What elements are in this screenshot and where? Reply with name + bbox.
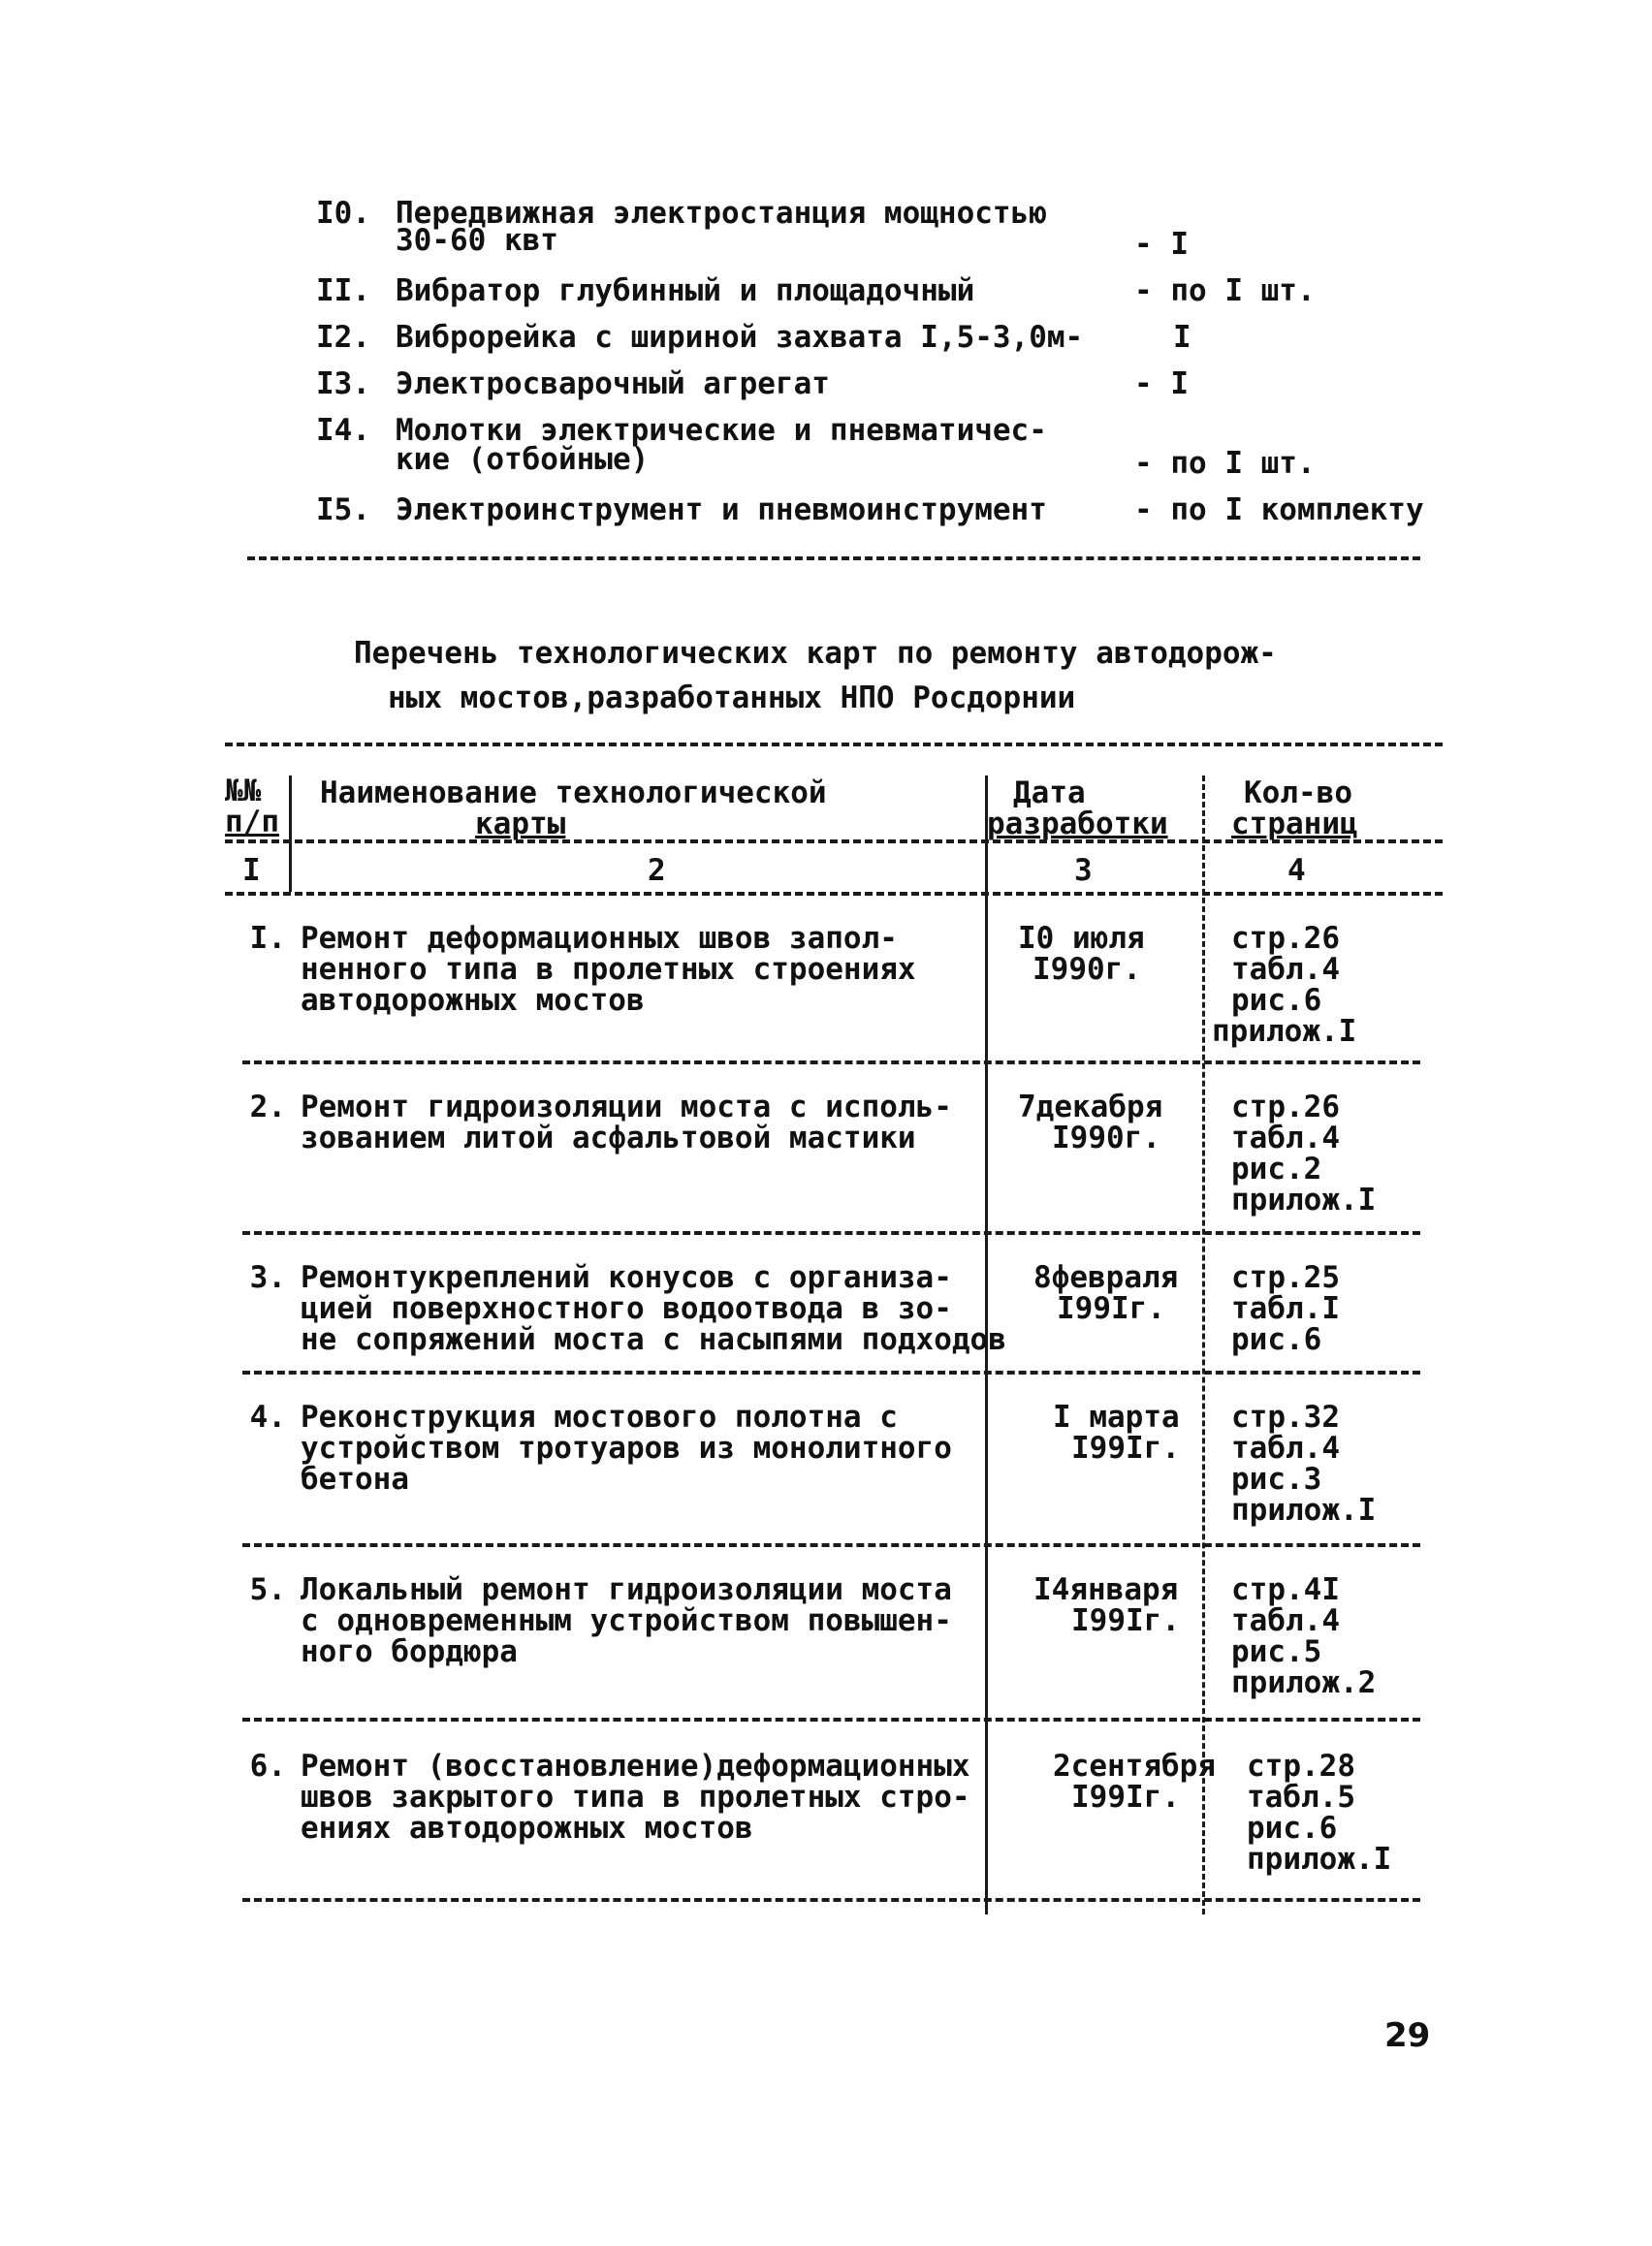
row-number: 5. xyxy=(249,1572,286,1607)
row-pages-line: стр.4I xyxy=(1231,1572,1340,1607)
header-col1: №№ xyxy=(225,774,262,808)
row-pages-line: стр.26 xyxy=(1231,1090,1340,1124)
row-name-line: Ремонт гидроизоляции моста с исполь- xyxy=(301,1090,952,1124)
equipment-name: Вибратор глубинный и площадочный xyxy=(396,273,975,308)
row-name-line: Ремонтукреплений конусов с организа- xyxy=(301,1260,952,1295)
row-pages-line: прилож.2 xyxy=(1231,1665,1377,1700)
equipment-qty: - I xyxy=(1134,227,1189,262)
equipment-qty: I xyxy=(1173,320,1191,355)
equipment-name: Электроинструмент и пневмоинструмент xyxy=(396,492,1047,527)
row-name-line: цией поверхностного водоотвода в зо- xyxy=(301,1291,952,1326)
row-name-line: швов закрытого типа в пролетных стро- xyxy=(301,1780,970,1815)
section-divider xyxy=(247,556,1420,560)
row-date-line: I0 июля xyxy=(1018,921,1145,956)
equipment-qty: - I xyxy=(1134,366,1189,401)
row-pages-line: табл.4 xyxy=(1231,952,1340,987)
colnum-divider xyxy=(225,892,1443,896)
row-name-line: автодорожных мостов xyxy=(301,983,645,1018)
row-name-line: Локальный ремонт гидроизоляции моста xyxy=(301,1572,952,1607)
row-number: I. xyxy=(249,921,286,956)
row-pages-line: табл.4 xyxy=(1231,1603,1340,1638)
row-pages-line: стр.28 xyxy=(1247,1749,1355,1784)
row-pages-line: табл.4 xyxy=(1231,1121,1340,1155)
row-name-line: ненного типа в пролетных строениях xyxy=(301,952,916,987)
row-name-line: устройством тротуаров из монолитного xyxy=(301,1431,952,1466)
row-name-line: бетона xyxy=(301,1462,409,1497)
row-divider xyxy=(242,1231,1420,1235)
row-pages-line: рис.6 xyxy=(1247,1811,1338,1846)
row-name-line: Реконструкция мостового полотна с xyxy=(301,1400,898,1435)
row-pages-line: стр.26 xyxy=(1231,921,1340,956)
header-col1-sub: п/п xyxy=(225,805,279,839)
row-name-line: ного бордюра xyxy=(301,1634,518,1669)
equipment-qty: - по I шт. xyxy=(1134,446,1316,481)
row-pages-line: стр.25 xyxy=(1231,1260,1340,1295)
row-date-line: I99Iг. xyxy=(1057,1291,1165,1326)
header-col4: Кол-во xyxy=(1244,775,1352,810)
row-divider xyxy=(242,1718,1420,1722)
equipment-qty: - по I шт. xyxy=(1134,273,1316,308)
header-col2-sub: карты xyxy=(475,807,566,841)
row-date-line: I марта xyxy=(1053,1400,1180,1435)
row-number: 2. xyxy=(249,1090,286,1124)
col-number: 2 xyxy=(648,853,666,888)
row-name-line: Ремонт (восстановление)деформационных xyxy=(301,1749,970,1784)
equipment-name: Молотки электрические и пневматичес- xyxy=(396,413,1047,448)
row-divider xyxy=(242,1371,1420,1375)
row-pages-line: табл.4 xyxy=(1231,1431,1340,1466)
equipment-name: Виброрейка с шириной захвата I,5-3,0м- xyxy=(396,320,1084,355)
row-pages-line: рис.2 xyxy=(1231,1152,1322,1186)
row-divider xyxy=(242,1543,1420,1547)
equipment-qty: - по I комплекту xyxy=(1134,492,1424,527)
equipment-number: II. xyxy=(316,273,370,308)
table-top-border xyxy=(225,743,1443,746)
row-name-line: ениях автодорожных мостов xyxy=(301,1811,753,1846)
row-pages-line: рис.3 xyxy=(1231,1462,1322,1497)
row-date-line: I99Iг. xyxy=(1071,1780,1180,1815)
equipment-name: Передвижная электростанция мощностью xyxy=(396,196,1047,231)
equipment-name: Электросварочный агрегат xyxy=(396,366,830,401)
header-col4-sub: страниц xyxy=(1231,807,1358,841)
equipment-name-cont: кие (отбойные) xyxy=(396,442,650,477)
row-name-line: не сопряжений моста с насыпями подходов xyxy=(301,1322,1006,1357)
list-heading-line2: ных мостов,разработанных НПО Росдорнии xyxy=(388,680,1076,715)
row-name-line: с одновременным устройством повышен- xyxy=(301,1603,952,1638)
equipment-number: I0. xyxy=(316,196,370,231)
row-number: 4. xyxy=(249,1400,286,1435)
row-number: 6. xyxy=(249,1749,286,1784)
row-date-line: 2сентября xyxy=(1053,1749,1216,1784)
row-date-line: 7декабря xyxy=(1018,1090,1163,1124)
row-date-line: I99Iг. xyxy=(1071,1431,1180,1466)
row-number: 3. xyxy=(249,1260,286,1295)
page-number: 29 xyxy=(1384,2016,1431,2055)
row-pages-line: стр.32 xyxy=(1231,1400,1340,1435)
column-separator xyxy=(1202,775,1205,1914)
equipment-number: I3. xyxy=(316,366,370,401)
row-date-line: I990г. xyxy=(1032,952,1141,987)
row-name-line: Ремонт деформационных швов запол- xyxy=(301,921,898,956)
row-date-line: I990г. xyxy=(1052,1121,1160,1155)
col-number: 3 xyxy=(1074,853,1093,888)
row-pages-line: прилож.I xyxy=(1231,1183,1377,1218)
equipment-number: I4. xyxy=(316,413,370,448)
row-pages-line: рис.6 xyxy=(1231,1322,1322,1357)
row-pages-line: табл.5 xyxy=(1247,1780,1355,1815)
row-divider xyxy=(242,1060,1420,1064)
column-separator xyxy=(289,775,292,892)
row-pages-line: рис.6 xyxy=(1231,983,1322,1018)
row-date-line: I4января xyxy=(1033,1572,1179,1607)
header-divider xyxy=(225,839,1443,843)
col-number: 4 xyxy=(1287,853,1306,888)
row-name-line: зованием литой асфальтовой мастики xyxy=(301,1121,916,1155)
table-bottom-border xyxy=(242,1898,1420,1902)
equipment-number: I2. xyxy=(316,320,370,355)
row-pages-line: прилож.I xyxy=(1247,1842,1392,1877)
equipment-name-cont: 30-60 квт xyxy=(396,223,558,258)
row-pages-line: прилож.I xyxy=(1212,1014,1357,1049)
header-col3-sub: разработки xyxy=(987,807,1168,841)
row-date-line: I99Iг. xyxy=(1071,1603,1180,1638)
header-col3: Дата xyxy=(1013,775,1086,810)
row-pages-line: рис.5 xyxy=(1231,1634,1322,1669)
col-number: I xyxy=(242,853,261,888)
list-heading-line1: Перечень технологических карт по ремонту автодорож- xyxy=(354,636,1277,671)
equipment-number: I5. xyxy=(316,492,370,527)
header-col2: Наименование технологической xyxy=(320,775,827,810)
row-pages-line: табл.I xyxy=(1231,1291,1340,1326)
row-pages-line: прилож.I xyxy=(1231,1493,1377,1528)
row-date-line: 8февраля xyxy=(1033,1260,1179,1295)
